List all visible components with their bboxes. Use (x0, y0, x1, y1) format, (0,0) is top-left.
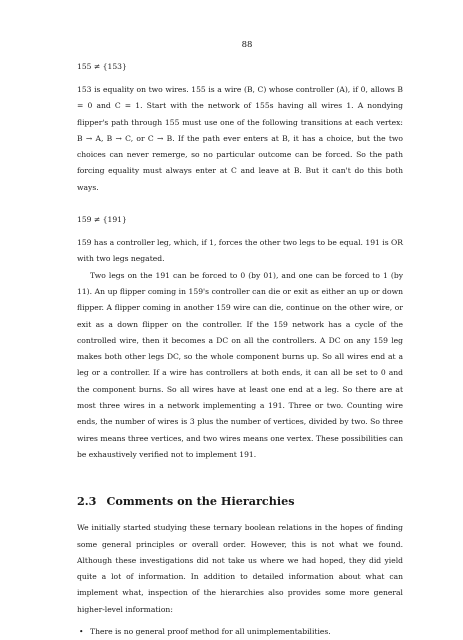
section-number: 2.3 (77, 494, 97, 509)
subsection-159 (77, 215, 403, 463)
section-heading (77, 494, 403, 508)
subsection-155 (77, 62, 403, 196)
bullet-text: There is no general proof method for all unimplementabilities. (90, 627, 331, 637)
paragraph-159-intro: 159 has a controller leg, which, if 1, forces the other two legs to be equal. 191 is OR with two legs negated. (77, 238, 403, 264)
page-number: 88 (241, 40, 253, 50)
paragraph-159-proof: Two legs on the 191 can be forced to 0 (by 01), and one can be forced to 1 (by 11). An up flipper coming in 159's controller can die or exit as either an up or down flipper. A flipper coming in another 159 wire can die, continue on the other wire, or exit as a down flipper on the controller. If the 159 network has a cycle of the controlled wire, then it becomes a DC on all the controllers. A DC on any 159 leg makes both other legs DC, so the whole component burns up. So all wires end at a leg or a controller. If a wire has controllers at both ends, it can all be set to 0 and the component burns. So all wires have at least one end at a leg. So there are at most three wires in a network implementing a 191. Three or two. Counting wire ends, the number of wires is 3 plus the number of vertices, divided by two. So three wires means three vertices, and two wires means one vertex. These possibilities can be exhaustively verified not to implement 191. (77, 270, 403, 459)
subsection-heading-155: 155 ≠ {153} (77, 62, 127, 71)
bullet-dot-icon: • (79, 627, 84, 637)
paragraph-155: 153 is equality on two wires. 155 is a wire (B, C) whose controller (A), if 0, allows B = 0 and C = 1. Start with the network of 155s having all wires 1. A nondying flipper's path through 155 must use one of the following transitions at each vertex: B → A, B → C, or C → B. If the path ever enters at B, it has a choice, but the two choices can never remerge, so no particular outcome can be forced. So the path forcing equality must always enter at C and leave at B. But it can't do this both ways. (77, 85, 403, 192)
section-paragraph: We initially started studying these ternary boolean relations in the hopes of finding some general principles or overall order. However, this is not what we found. Although these investigations did not take us where we had hoped, they did yield quite a lot of information. In addition to detailed information about what can implement what, inspection of the hierarchies also provides some more general higher-level information: (77, 523, 403, 614)
bullet-list (77, 624, 403, 640)
subsection-heading-159: 159 ≠ {191} (77, 215, 127, 225)
bullet-item (77, 624, 403, 640)
section-title: Comments on the Hierarchies (106, 494, 295, 509)
